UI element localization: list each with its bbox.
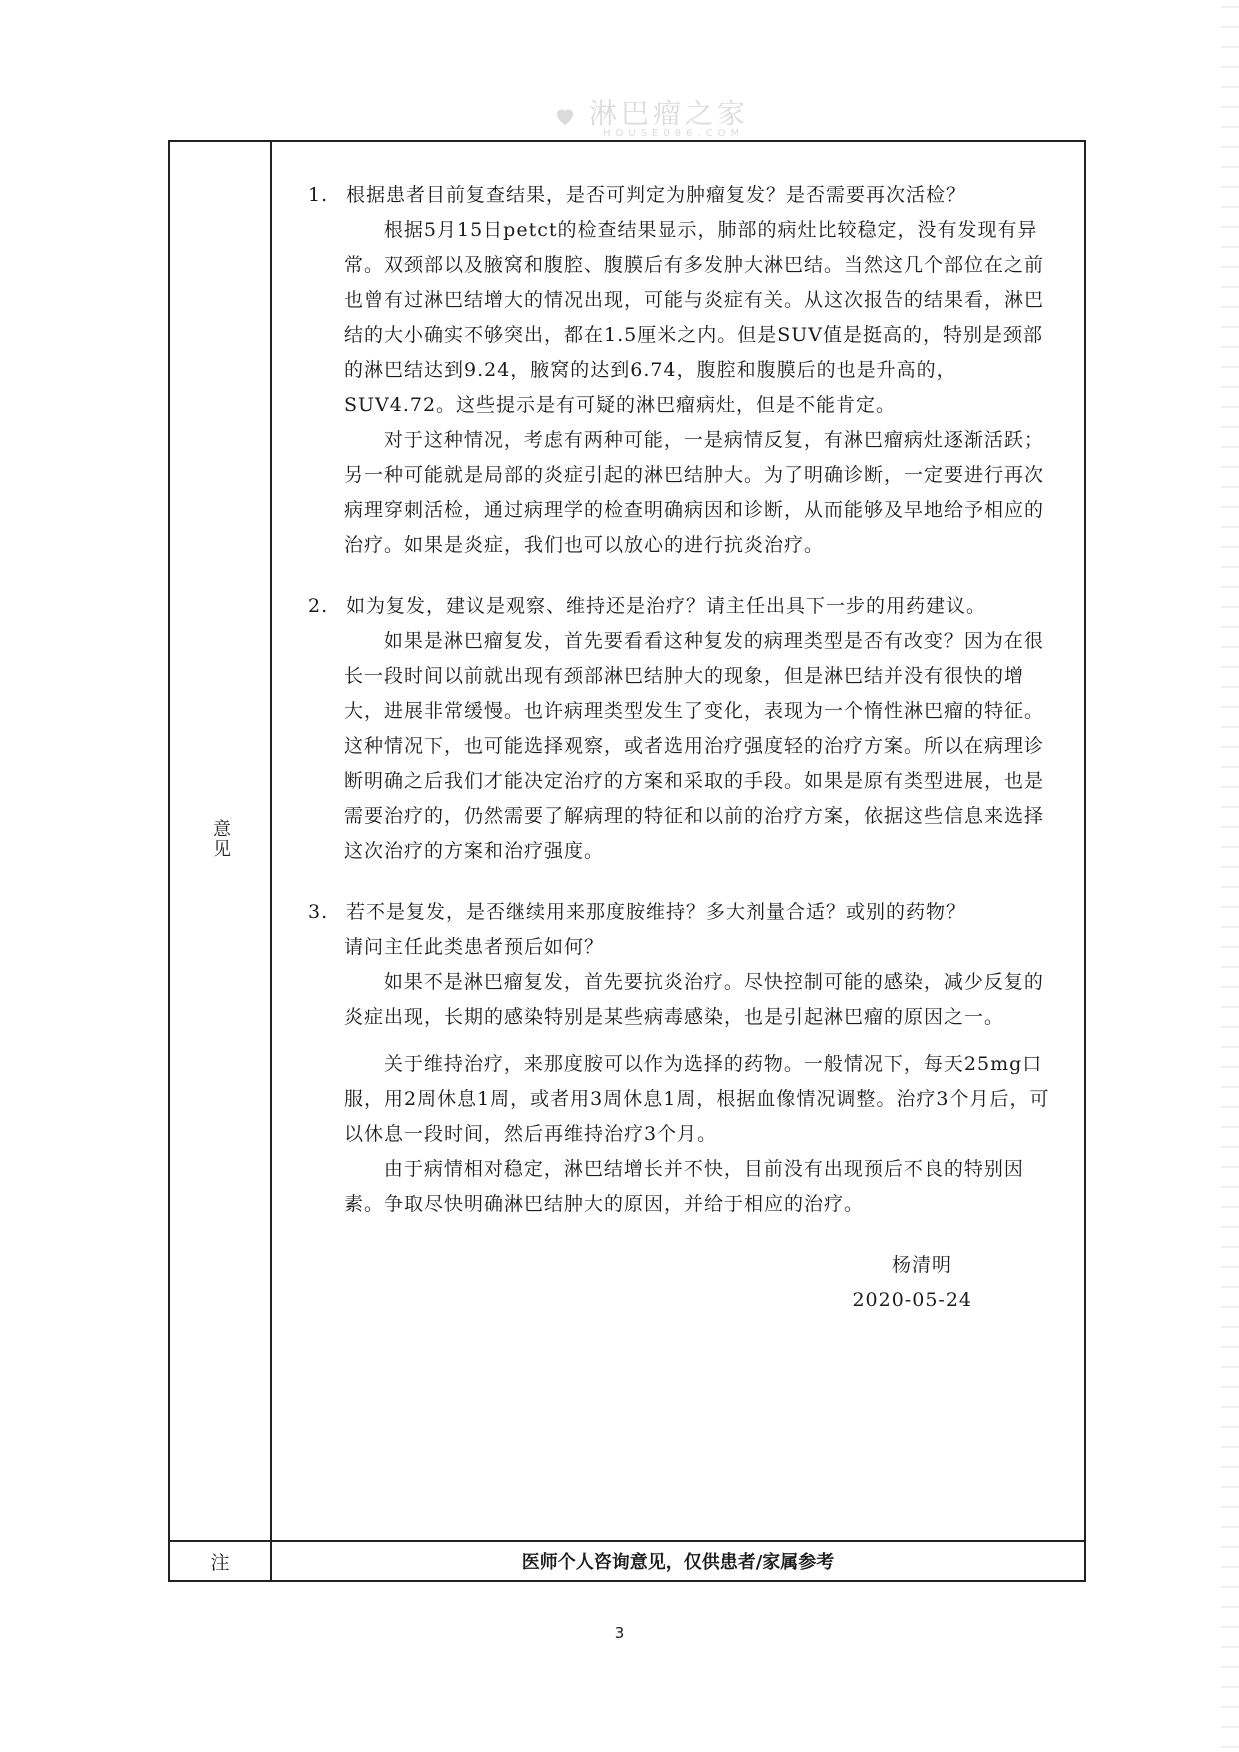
question-number: 2. [308,595,329,617]
heart-icon [553,104,577,128]
watermark-url: HOUSE086.COM [603,128,745,139]
opinion-form-table [168,140,1086,1582]
answer-paragraph: 由于病情相对稳定，淋巴结增长并不快，目前没有出现预后不良的特别因素。争取尽快明确淋巴结肿大的原因，并给于相应的治疗。 [344,1158,1024,1215]
question-section-3 [308,895,1060,1222]
question-3 [308,895,1060,930]
answer-paragraph: 如果是淋巴瘤复发，首先要看看这种复发的病理类型是否有改变？因为在很长一段时间以前就出现有颈部淋巴结肿大的现象，但是淋巴结并没有很快的增大，进展非常缓慢。也许病理类型发生了变化，表现为一个惰性淋巴瘤的特征。这种情况下，也可能选择观察，或者选用治疗强度轻的治疗方案。所以在病理诊断明确之后我们才能决定治疗的方案和采取的手段。如果是原有类型进展，也是需要治疗的，仍然需要了解病理的特征和以前的治疗方案，依据这些信息来选择这次治疗的方案和治疗强度。 [344,630,1045,862]
opinion-content [272,142,1084,1318]
answer-paragraph: 根据5月15日petct的检查结果显示，肺部的病灶比较稳定，没有发现有异常。双颈部以及腋窝和腹腔、腹膜后有多发肿大淋巴结。当然这几个部位在之前也曾有过淋巴结增大的情况出现，可能与炎症有关。从这次报告的结果看，淋巴结的大小确实不够突出，都在1.5厘米之内。但是SUV值是挺高的，特别是颈部的淋巴结达到9.24，腋窝的达到6.74，腹腔和腹膜后的也是升高的，SUV4.72。这些提示是有可疑的淋巴瘤病灶，但是不能肯定。 [344,219,1045,416]
question-number: 3. [308,901,329,923]
answer-paragraph: 对于这种情况，考虑有两种可能，一是病情反复，有淋巴瘤病灶逐渐活跃；另一种可能就是局部的炎症引起的淋巴结肿大。为了明确诊断，一定要进行再次病理穿刺活检，通过病理学的检查明确病因和诊断，从而能够及早地给予相应的治疗。如果是炎症，我们也可以放心的进行抗炎治疗。 [344,429,1045,556]
signature-date: 2020-05-24 [852,1289,972,1311]
answer-paragraph: 关于维持治疗，来那度胺可以作为选择的药物。一般情况下，每天25mg口服，用2周休息1周，或者用3周休息1周，根据血像情况调整。治疗3个月后，可以休息一段时间，然后再维持治疗3个月。 [344,1053,1050,1145]
question-section-2 [308,589,1060,869]
scan-edge-artifact [1221,0,1239,1752]
question-section-1 [308,178,1060,563]
opinion-content-cell [271,141,1085,1541]
opinion-label-cell [169,141,271,1541]
signature-block [308,1248,1060,1318]
question-1 [308,178,1060,213]
watermark [545,88,765,144]
question-number: 1. [308,184,329,206]
question-text: 如为复发，建议是观察、维持还是治疗？请主任出具下一步的用药建议。 [346,595,987,617]
answer-paragraph: 如果不是淋巴瘤复发，首先要抗炎治疗。尽快控制可能的感染，减少反复的炎症出现，长期的感染特别是某些病毒感染，也是引起淋巴瘤的原因之一。 [344,971,1044,1028]
note-label: 注 [169,1541,271,1581]
signature-name: 杨清明 [891,1254,952,1276]
note-text: 医师个人咨询意见，仅供患者/家属参考 [271,1541,1085,1581]
question-2 [308,589,1060,624]
opinion-label: 意见 [210,818,231,859]
page-number: 3 [614,1624,625,1642]
question-text: 根据患者目前复查结果，是否可判定为肿瘤复发？是否需要再次活检？ [346,184,967,206]
watermark-name: 淋巴瘤之家 [589,97,750,130]
question-extra: 请问主任此类患者预后如何？ [344,936,605,958]
question-text: 若不是复发，是否继续用来那度胺维持？多大剂量合适？或别的药物？ [346,901,967,923]
